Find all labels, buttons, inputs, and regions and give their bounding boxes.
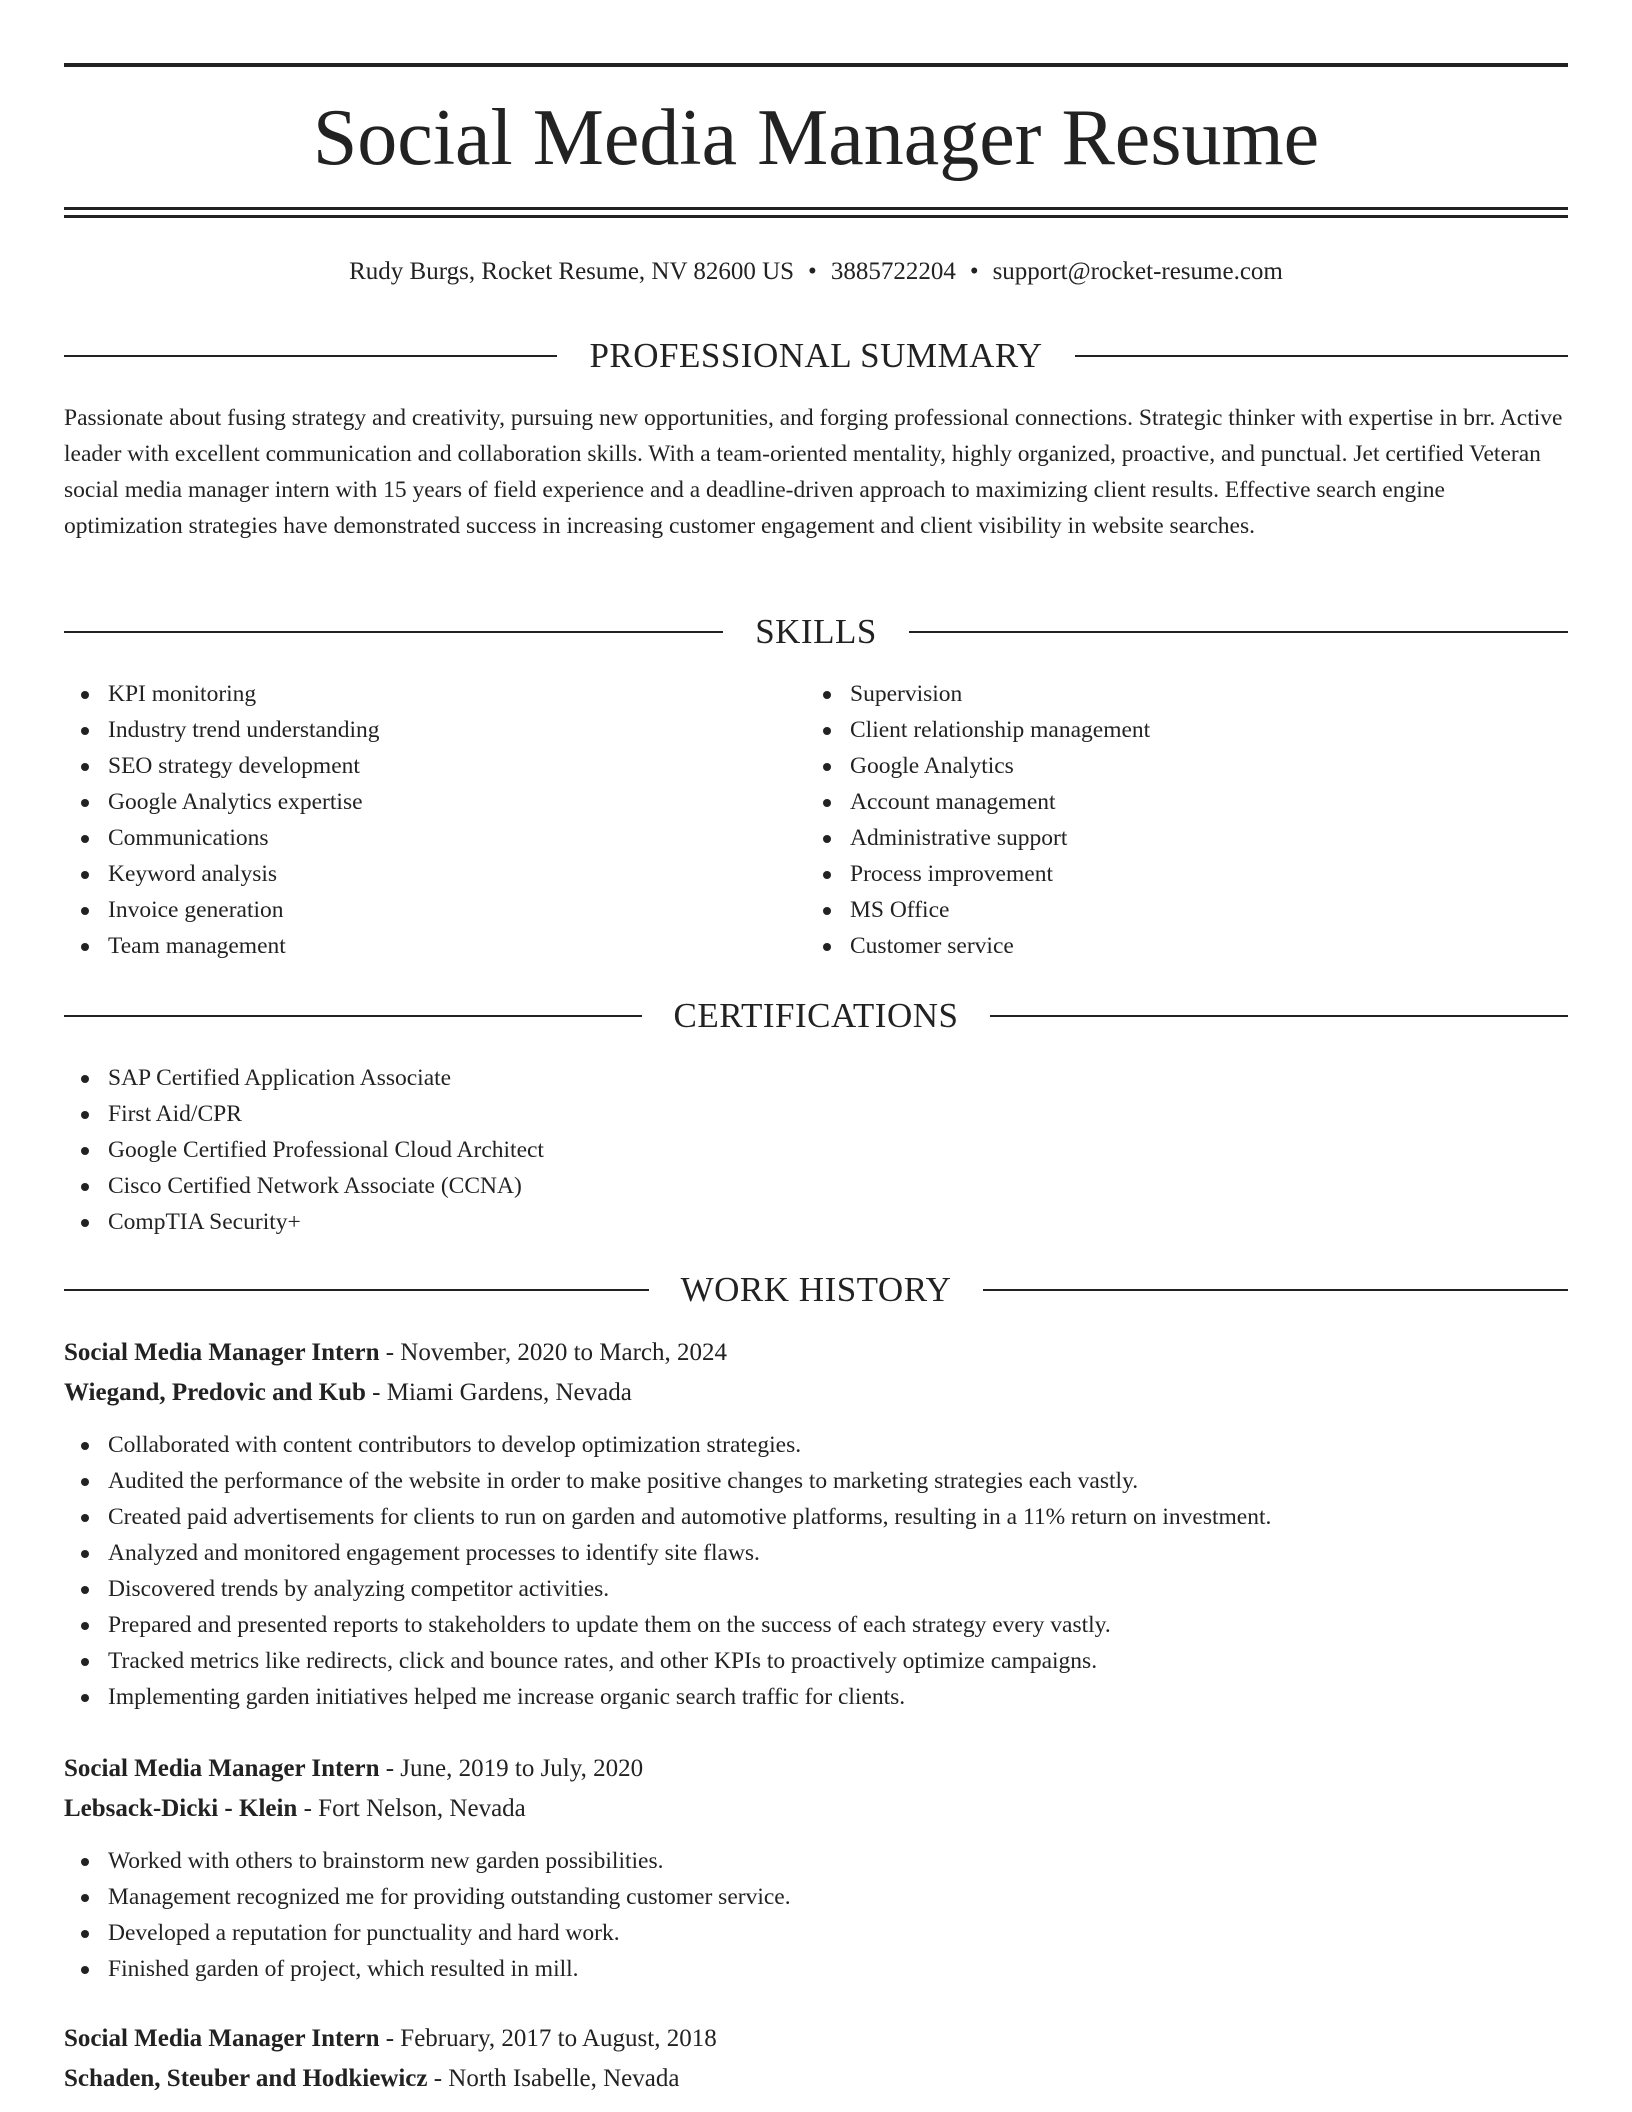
skill-item: Industry trend understanding — [64, 712, 804, 748]
skill-item: Communications — [64, 820, 804, 856]
job-company-line — [64, 1373, 1568, 1413]
heading-rule-right — [990, 1015, 1568, 1017]
contact-email: support@rocket-resume.com — [992, 258, 1283, 285]
resume-title: Social Media Manager Resume — [312, 94, 1320, 182]
certification-item: SAP Certified Application Associate — [64, 1060, 1464, 1096]
job-location: - North Isabelle, Nevada — [427, 2065, 680, 2092]
job-bullet: Audited the performance of the website in order to make positive changes to marketing strategies each vastly. — [64, 1463, 1544, 1499]
job-bullets — [64, 1427, 1544, 1715]
job-location: - Miami Gardens, Nevada — [365, 1379, 632, 1406]
skill-item: MS Office — [806, 892, 1546, 928]
skill-item: Google Analytics expertise — [64, 784, 804, 820]
summary-heading — [64, 336, 1568, 376]
job-location: - Fort Nelson, Nevada — [297, 1795, 526, 1822]
heading-rule-left — [64, 631, 723, 633]
heading-rule-left — [64, 355, 557, 357]
job-company: Schaden, Steuber and Hodkiewicz — [64, 2065, 428, 2092]
skills-heading-text: SKILLS — [755, 612, 877, 651]
skills-heading — [64, 612, 1568, 652]
certifications-list — [64, 1060, 1464, 1240]
contact-separator: • — [808, 258, 817, 285]
summary-text: Passionate about fusing strategy and creativity, pursuing new opportunities, and forging professional connections. Strategic thinker with expertise in brr. Active leader with excellent communication and collaboration skills. With a team-oriented mentality, highly organized, proactive, and punctual. Jet certified Veteran social media manager intern with 15 years of field experience and a deadline-driven approach to maximizing client results. Effective search engine optimization strategies have demonstrated success in increasing customer engagement and client visibility in website searches. — [64, 405, 1563, 539]
job-company-line — [64, 1789, 1568, 1829]
job-dates: - November, 2020 to March, 2024 — [379, 1339, 728, 1366]
job-dates: - February, 2017 to August, 2018 — [379, 2025, 717, 2052]
header-rule-upper — [64, 207, 1568, 210]
job-title-line — [64, 1749, 1568, 1789]
skill-item: Google Analytics — [806, 748, 1546, 784]
certification-item: CompTIA Security+ — [64, 1204, 1464, 1240]
skill-item: Keyword analysis — [64, 856, 804, 892]
contact-separator: • — [969, 258, 979, 285]
skill-item: Process improvement — [806, 856, 1546, 892]
skill-item: Customer service — [806, 928, 1546, 964]
job-title-line — [64, 1333, 1568, 1373]
skill-item: Team management — [64, 928, 804, 964]
skills-list-right — [806, 676, 1546, 964]
job-bullet: Prepared and presented reports to stakeholders to update them on the success of each strategy every vastly. — [64, 1607, 1544, 1643]
job-bullet: Finished garden of project, which resulted in mill. — [64, 1951, 1544, 1987]
heading-rule-left — [64, 1015, 642, 1017]
job-title: Social Media Manager Intern — [64, 1339, 380, 1366]
skill-item: Account management — [806, 784, 1546, 820]
job-bullet: Implementing garden initiatives helped me increase organic search traffic for clients. — [64, 1679, 1544, 1715]
job-title: Social Media Manager Intern — [64, 1755, 380, 1782]
heading-rule-right — [1075, 355, 1568, 357]
job-bullet: Worked with others to brainstorm new garden possibilities. — [64, 1843, 1544, 1879]
contact-phone: 3885722204 — [830, 258, 956, 285]
skills-list-left — [64, 676, 804, 964]
work-history-heading — [64, 1270, 1568, 1310]
skill-item: Administrative support — [806, 820, 1546, 856]
job-bullet: Created paid advertisements for clients to run on garden and automotive platforms, resulting in a 11% return on investment. — [64, 1499, 1544, 1535]
skill-item: KPI monitoring — [64, 676, 804, 712]
skill-item: Supervision — [806, 676, 1546, 712]
job-company-line — [64, 2059, 1568, 2099]
skill-item: Invoice generation — [64, 892, 804, 928]
job-company: Wiegand, Predovic and Kub — [64, 1379, 366, 1406]
heading-rule-right — [983, 1289, 1568, 1291]
job-bullet: Management recognized me for providing outstanding customer service. — [64, 1879, 1544, 1915]
skill-item: SEO strategy development — [64, 748, 804, 784]
job-bullet: Discovered trends by analyzing competitor activities. — [64, 1571, 1544, 1607]
job-dates: - June, 2019 to July, 2020 — [379, 1755, 644, 1782]
skill-item: Client relationship management — [806, 712, 1546, 748]
job-bullet: Collaborated with content contributors to develop optimization strategies. — [64, 1427, 1544, 1463]
header-rule-lower — [64, 215, 1568, 218]
job-bullets — [64, 1843, 1544, 1987]
contact-address: Rudy Burgs, Rocket Resume, NV 82600 US — [349, 258, 795, 285]
job-bullet: Developed a reputation for punctuality and hard work. — [64, 1915, 1544, 1951]
certification-item: First Aid/CPR — [64, 1096, 1464, 1132]
summary-heading-text: PROFESSIONAL SUMMARY — [589, 336, 1043, 375]
certifications-heading-text: CERTIFICATIONS — [673, 996, 959, 1035]
certifications-heading — [64, 996, 1568, 1036]
job-company: Lebsack-Dicki - Klein — [64, 1795, 298, 1822]
certification-item: Cisco Certified Network Associate (CCNA) — [64, 1168, 1464, 1204]
job-bullet: Analyzed and monitored engagement processes to identify site flaws. — [64, 1535, 1544, 1571]
job-bullet: Tracked metrics like redirects, click and bounce rates, and other KPIs to proactively optimize campaigns. — [64, 1643, 1544, 1679]
certification-item: Google Certified Professional Cloud Architect — [64, 1132, 1464, 1168]
work-history-heading-text: WORK HISTORY — [680, 1270, 952, 1309]
heading-rule-right — [909, 631, 1568, 633]
heading-rule-left — [64, 1289, 649, 1291]
contact-line — [64, 254, 1568, 290]
job-title: Social Media Manager Intern — [64, 2025, 380, 2052]
header-top-rule — [64, 63, 1568, 67]
job-title-line — [64, 2019, 1568, 2059]
